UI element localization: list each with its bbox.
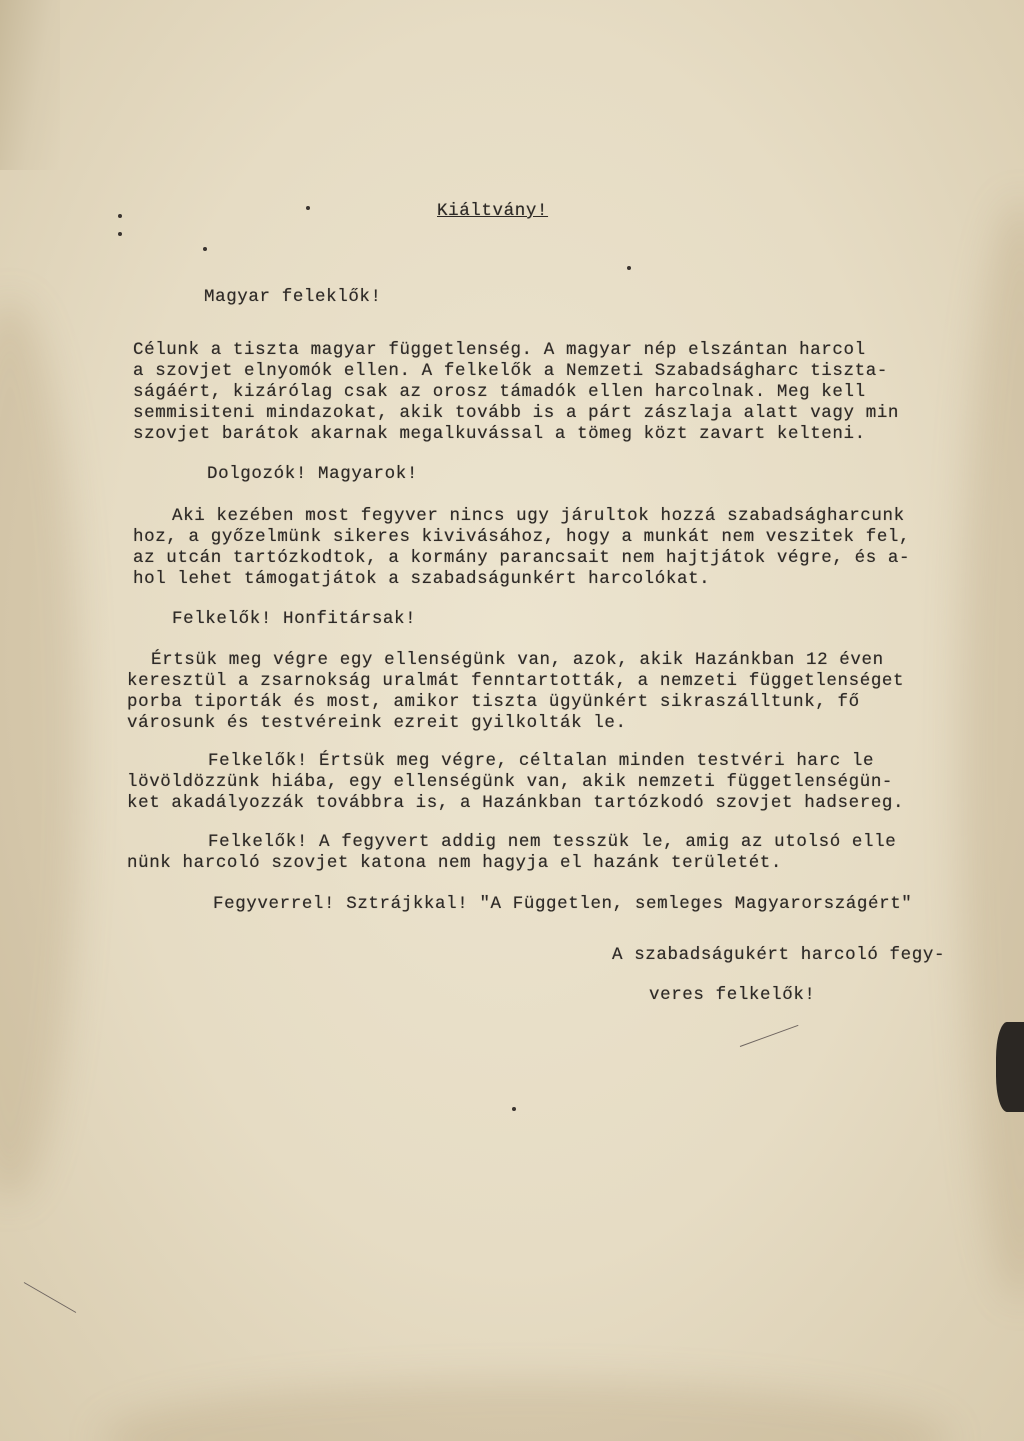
paragraph-1-line: szovjet barátok akarnak megalkuvással a tömeg közt zavart kelteni. — [133, 424, 866, 444]
ink-speck — [118, 214, 122, 218]
ink-speck — [203, 247, 207, 251]
ink-blot-right-edge — [996, 1022, 1024, 1112]
paragraph-5-line: nünk harcoló szovjet katona nem hagyja el hazánk területét. — [127, 853, 783, 873]
paragraph-3-line: Értsük meg végre egy ellenségünk van, azok, akik Hazánkban 12 éven — [151, 650, 884, 670]
slogan-line: Fegyverrel! Sztrájkkal! "A Független, semleges Magyarországért" — [213, 894, 913, 914]
ink-speck — [306, 206, 310, 210]
paragraph-3-line: porba tiporták és most, amikor tiszta ügyünkért sikraszálltunk, fő — [127, 692, 860, 712]
paragraph-1-line: ságáért, kizárólag csak az orosz támadók ellen harcolnak. Meg kell — [133, 382, 866, 402]
paragraph-2-line: az utcán tartózkodtok, a kormány parancsait nem hajtjátok végre, és a- — [133, 548, 911, 568]
signature-line: veres felkelők! — [649, 985, 816, 1005]
greeting-compatriots: Felkelők! Honfitársak! — [172, 609, 417, 629]
stain-bottom — [100, 1380, 950, 1441]
paragraph-4-line: Felkelők! Értsük meg végre, céltalan minden testvéri harc le — [208, 751, 875, 771]
stain-right — [960, 200, 1024, 1300]
greeting-insurgents: Magyar feleklők! — [204, 287, 382, 307]
greeting-workers: Dolgozók! Magyarok! — [207, 464, 418, 484]
paragraph-1-line: semmisiteni mindazokat, akik tovább is a párt zászlaja alatt vagy min — [133, 403, 900, 423]
pencil-mark — [24, 1282, 76, 1313]
paragraph-2-line: hol lehet támogatjátok a szabadságunkért harcolókat. — [133, 569, 711, 589]
ink-speck — [118, 232, 122, 236]
paragraph-1-line: Célunk a tiszta magyar függetlenség. A magyar nép elszántan harcol — [133, 340, 866, 360]
paragraph-1-line: a szovjet elnyomók ellen. A felkelők a Nemzeti Szabadságharc tiszta- — [133, 361, 888, 381]
signature-line: A szabadságukért harcoló fegy- — [612, 945, 946, 965]
ink-speck — [512, 1107, 516, 1111]
paragraph-5-line: Felkelők! A fegyvert addig nem tesszük le, amig az utolsó elle — [208, 832, 897, 852]
torn-corner — [0, 0, 60, 170]
paragraph-2-line: hoz, a győzelmünk sikeres kivivásához, hogy a munkát nem veszitek fel, — [133, 527, 911, 547]
paragraph-2-line: Aki kezében most fegyver nincs ugy járultok hozzá szabadságharcunk — [172, 506, 905, 526]
paragraph-3-line: városunk és testvéreink ezreit gyilkolták le. — [127, 713, 627, 733]
pencil-mark — [740, 1025, 799, 1047]
paragraph-4-line: lövöldözzünk hiába, egy ellenségünk van, akik nemzeti függetlenségün- — [127, 772, 894, 792]
document-title: Kiáltvány! — [437, 201, 549, 221]
stain-left — [0, 300, 80, 1200]
ink-speck — [627, 266, 631, 270]
paragraph-4-line: ket akadályozzák továbbra is, a Hazánkban tartózkodó szovjet hadsereg. — [127, 793, 905, 813]
paragraph-3-line: keresztül a zsarnokság uralmát fenntartották, a nemzeti függetlenséget — [127, 671, 905, 691]
